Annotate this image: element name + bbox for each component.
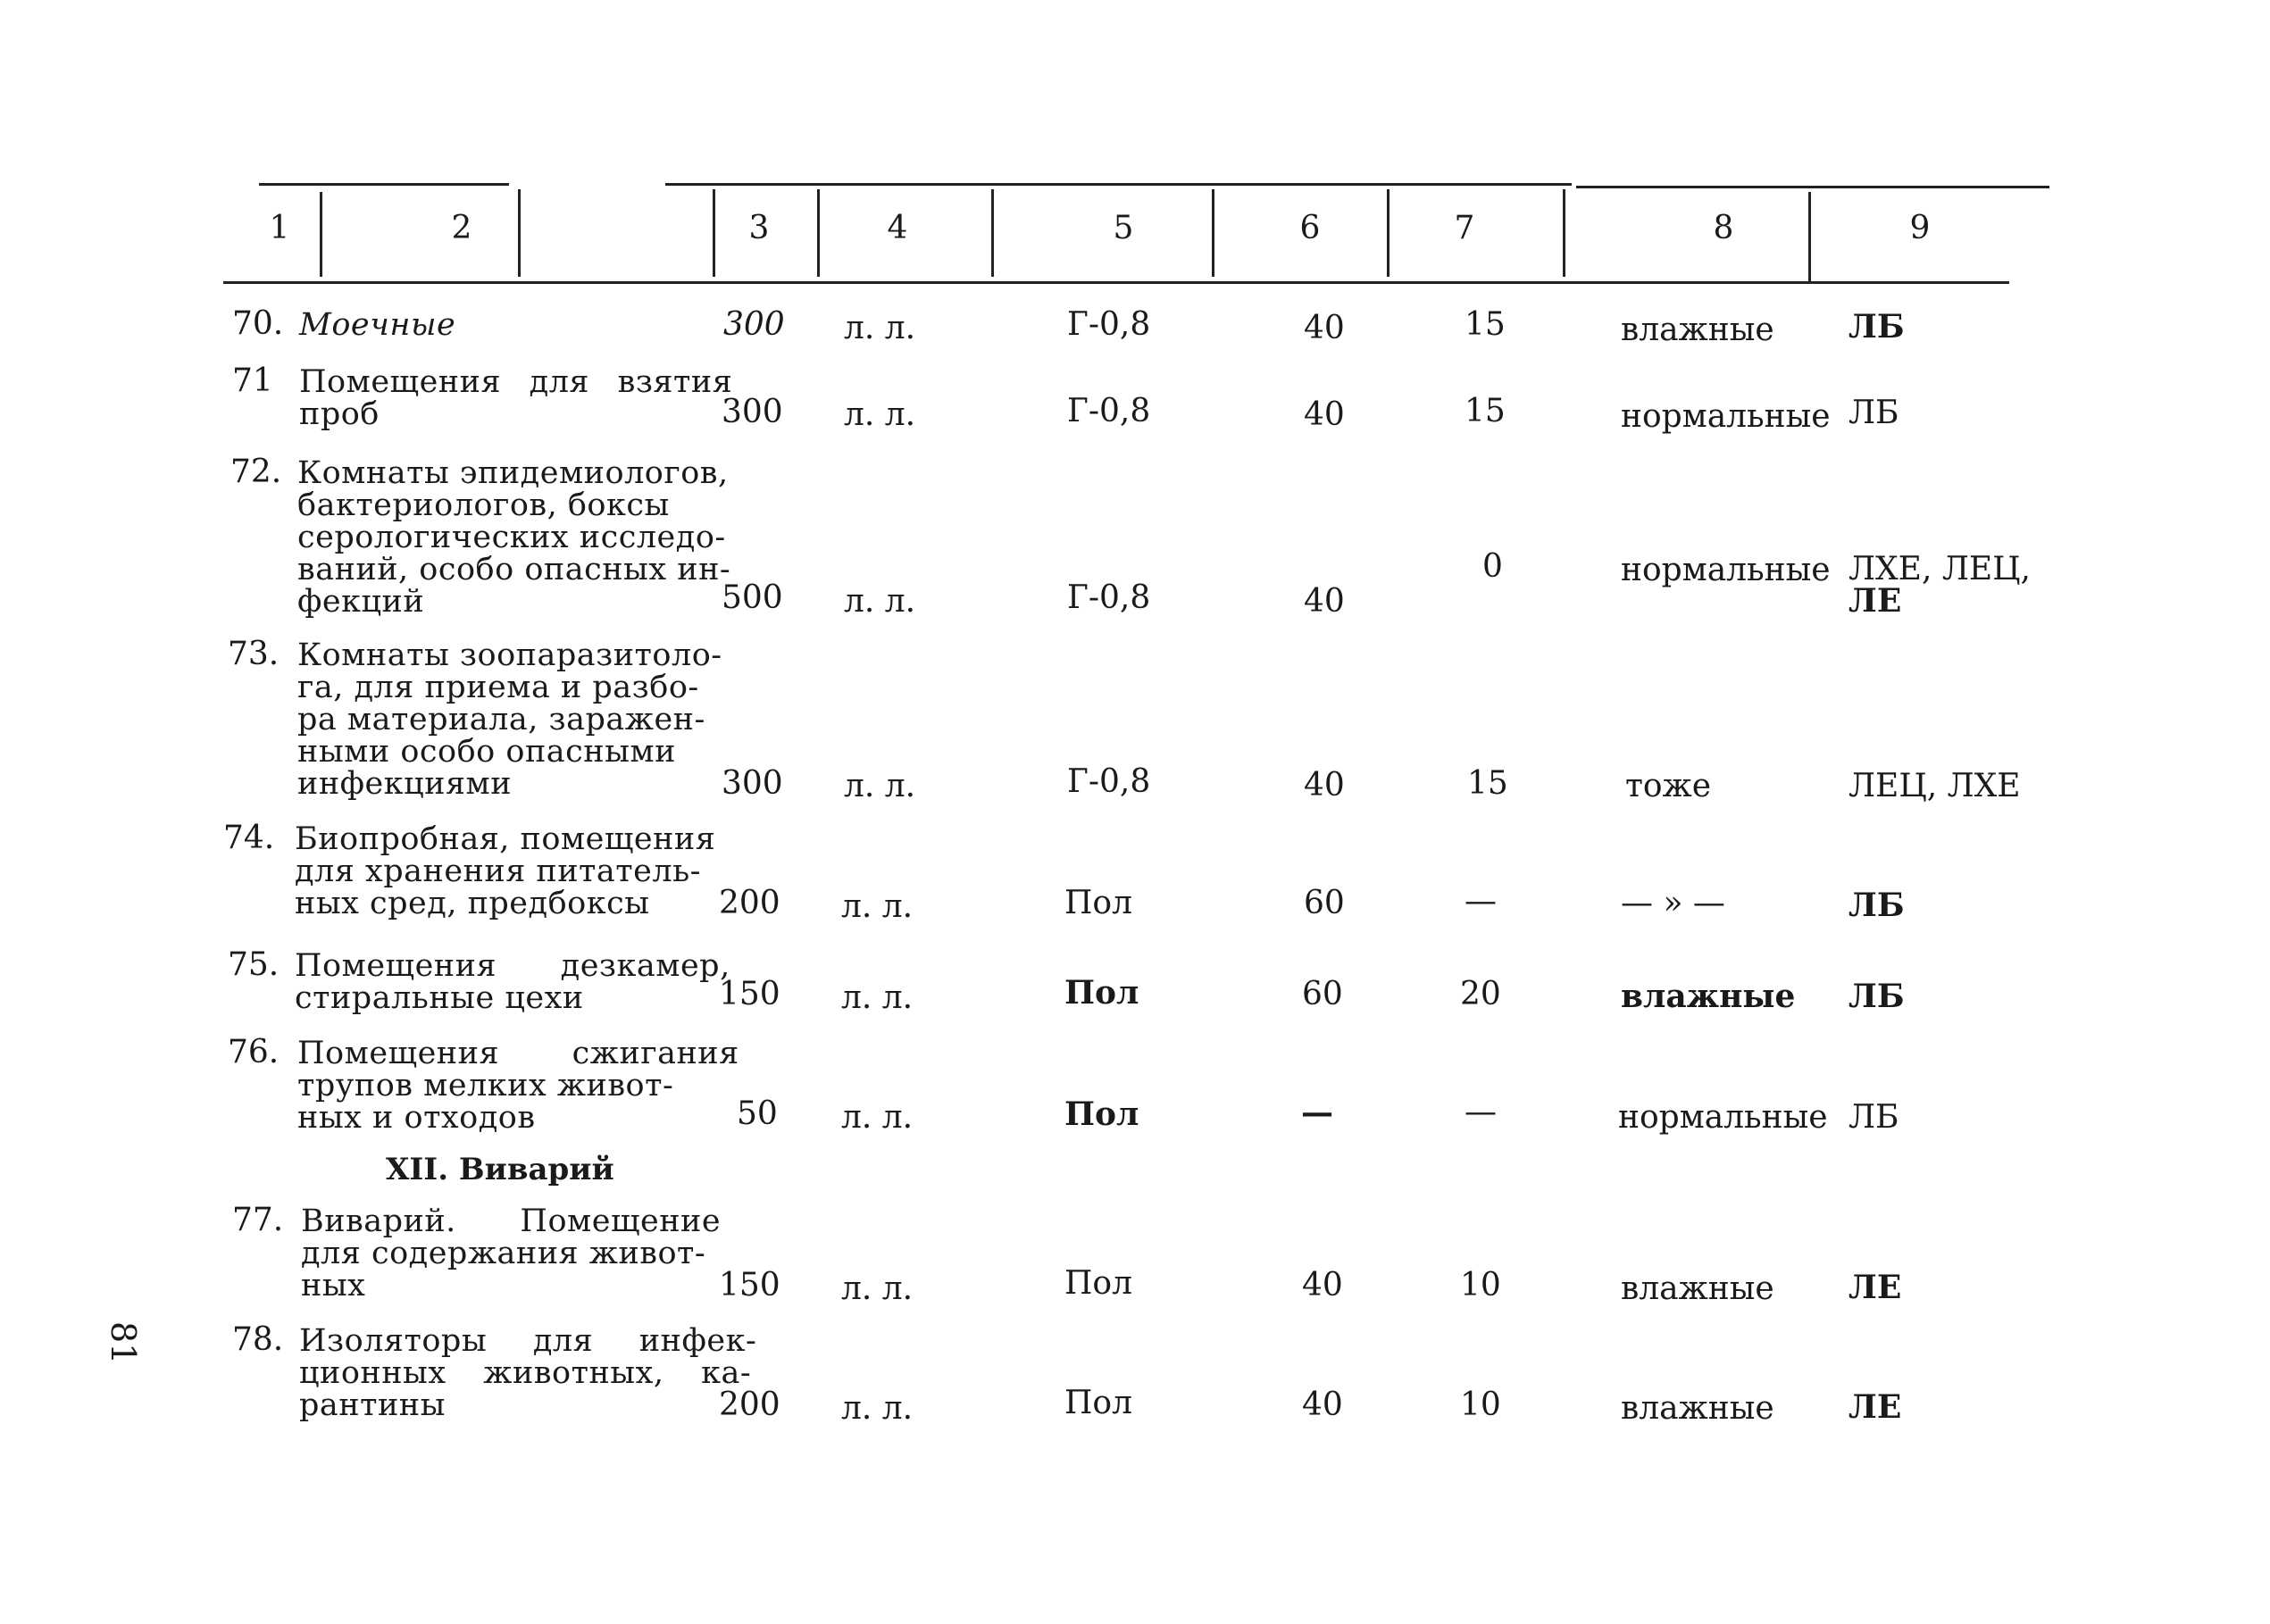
environment: влажные bbox=[1621, 1270, 1774, 1307]
column-header-9: 9 bbox=[1909, 210, 1931, 246]
surface-level: Пол bbox=[1064, 885, 1132, 921]
header-divider bbox=[713, 189, 715, 277]
value-col6: 40 bbox=[1304, 767, 1345, 804]
row-number: 77. bbox=[232, 1202, 284, 1238]
value-col6: 40 bbox=[1302, 1387, 1343, 1423]
header-top-rule bbox=[1576, 186, 2049, 188]
illuminance-value: 300 bbox=[722, 394, 783, 430]
value-col7: — bbox=[1465, 883, 1497, 920]
header-divider bbox=[518, 189, 521, 277]
column-header-6: 6 bbox=[1299, 210, 1321, 246]
surface-level: Пол bbox=[1064, 1095, 1139, 1133]
header-divider bbox=[1387, 189, 1390, 277]
lamp-type: л. л. bbox=[841, 1270, 914, 1307]
environment: влажные bbox=[1621, 312, 1774, 348]
value-col7: 10 bbox=[1460, 1387, 1501, 1423]
column-header-1: 1 bbox=[269, 210, 290, 246]
lamp-type: л. л. bbox=[841, 1099, 914, 1136]
lamp-code: ЛБ bbox=[1849, 978, 1905, 1015]
value-col6: — bbox=[1301, 1094, 1333, 1131]
environment: нормальные bbox=[1618, 1099, 1828, 1136]
lamp-code: ЛЕЦ, ЛХЕ bbox=[1849, 768, 2021, 804]
header-divider bbox=[817, 189, 820, 277]
value-col7: — bbox=[1465, 1094, 1497, 1130]
environment: — » — bbox=[1621, 885, 1725, 921]
room-name: Комнаты эпидемиологов, бактериологов, боксы серологических исследо- ваний, особо опасных ин- фекций bbox=[297, 455, 731, 620]
room-name: Помещения для взятия проб bbox=[299, 364, 733, 432]
room-name: Виварий. Помещение для содержания живот- ных bbox=[301, 1203, 722, 1303]
surface-level: Пол bbox=[1064, 1385, 1132, 1421]
lamp-type: л. л. bbox=[844, 768, 916, 804]
value-col7: 15 bbox=[1467, 765, 1508, 802]
illuminance-value: 200 bbox=[719, 1387, 780, 1423]
lamp-code: ЛЕ bbox=[1849, 1269, 1902, 1306]
value-col6: 60 bbox=[1302, 976, 1343, 1012]
illuminance-value: 50 bbox=[737, 1095, 778, 1132]
column-header-5: 5 bbox=[1113, 210, 1134, 246]
surface-level: Г-0,8 bbox=[1067, 393, 1151, 429]
environment: тоже bbox=[1625, 768, 1712, 804]
environment: нормальные bbox=[1621, 398, 1831, 435]
row-number: 73. bbox=[228, 636, 280, 672]
value-col6: 60 bbox=[1304, 885, 1345, 921]
column-header-4: 4 bbox=[887, 210, 908, 246]
page-number: 81 bbox=[104, 1321, 143, 1365]
row-number: 75. bbox=[228, 946, 280, 983]
illuminance-value: 150 bbox=[719, 976, 780, 1012]
lamp-type: л. л. bbox=[844, 583, 916, 620]
header-divider bbox=[1808, 192, 1811, 281]
header-divider bbox=[1212, 189, 1214, 277]
lamp-code: ЛБ bbox=[1849, 395, 1899, 431]
value-col6: 40 bbox=[1304, 310, 1345, 346]
lamp-type: л. л. bbox=[844, 396, 916, 433]
surface-level: Г-0,8 bbox=[1067, 579, 1151, 616]
header-divider bbox=[320, 192, 322, 277]
value-col6: 40 bbox=[1304, 583, 1345, 620]
value-col6: 40 bbox=[1304, 396, 1345, 433]
column-header-7: 7 bbox=[1454, 210, 1475, 246]
lamp-code: ЛЕ bbox=[1849, 1388, 1902, 1426]
section-heading: XII. Виварий bbox=[386, 1152, 614, 1187]
lamp-type: л. л. bbox=[841, 1390, 914, 1427]
column-header-3: 3 bbox=[748, 210, 770, 246]
room-name: Изоляторы для инфек- ционных животных, ка- рантины bbox=[299, 1323, 757, 1423]
lamp-code: ЛБ bbox=[1849, 308, 1905, 346]
row-number: 72. bbox=[230, 454, 282, 490]
value-col7: 0 bbox=[1482, 548, 1503, 585]
row-number: 78. bbox=[232, 1321, 284, 1358]
surface-level: Пол bbox=[1064, 974, 1139, 1012]
value-col7: 15 bbox=[1465, 393, 1506, 429]
column-header-8: 8 bbox=[1713, 210, 1734, 246]
lamp-type: л. л. bbox=[844, 310, 916, 346]
lamp-type: л. л. bbox=[841, 979, 914, 1016]
column-header-2: 2 bbox=[451, 210, 472, 246]
lamp-code: ЛБ bbox=[1849, 887, 1905, 924]
room-name: Моечные bbox=[299, 307, 456, 343]
illuminance-value: 150 bbox=[719, 1267, 780, 1303]
environment: влажные bbox=[1621, 978, 1796, 1015]
lamp-type: л. л. bbox=[841, 888, 914, 925]
row-number: 74. bbox=[223, 820, 275, 856]
row-number: 76. bbox=[228, 1034, 280, 1070]
room-name: Биопробная, помещения для хранения питатель- ных сред, предбоксы bbox=[295, 821, 716, 921]
illuminance-value: 500 bbox=[722, 579, 783, 616]
surface-level: Пол bbox=[1064, 1265, 1132, 1302]
header-bottom-rule bbox=[223, 281, 2009, 284]
header-divider bbox=[991, 189, 994, 277]
value-col7: 15 bbox=[1465, 306, 1506, 343]
value-col7: 20 bbox=[1460, 976, 1501, 1012]
lamp-code: ЛХЕ, ЛЕЦ, bbox=[1849, 551, 2031, 587]
header-top-rule bbox=[665, 183, 1572, 186]
illuminance-value: 300 bbox=[723, 306, 785, 343]
value-col6: 40 bbox=[1302, 1267, 1343, 1303]
room-name: Помещения дезкамер, стиральные цехи bbox=[295, 948, 730, 1016]
row-number: 71 bbox=[232, 362, 273, 399]
surface-level: Г-0,8 bbox=[1067, 306, 1151, 343]
room-name: Комнаты зоопаразитоло- га, для приема и разбо- ра материала, заражен- ными особо опасными инфекциями bbox=[297, 637, 722, 802]
lamp-code-cont: ЛЕ bbox=[1849, 582, 1902, 620]
illuminance-value: 200 bbox=[719, 885, 780, 921]
illuminance-value: 300 bbox=[722, 765, 783, 802]
lamp-code: ЛБ bbox=[1849, 1099, 1899, 1136]
environment: нормальные bbox=[1621, 552, 1831, 588]
row-number: 70. bbox=[232, 305, 284, 342]
header-top-rule bbox=[259, 183, 509, 186]
environment: влажные bbox=[1621, 1390, 1774, 1427]
surface-level: Г-0,8 bbox=[1067, 763, 1151, 800]
header-divider bbox=[1563, 189, 1565, 277]
value-col7: 10 bbox=[1460, 1267, 1501, 1303]
room-name: Помещения сжигания трупов мелких живот- ных и отходов bbox=[297, 1036, 739, 1136]
